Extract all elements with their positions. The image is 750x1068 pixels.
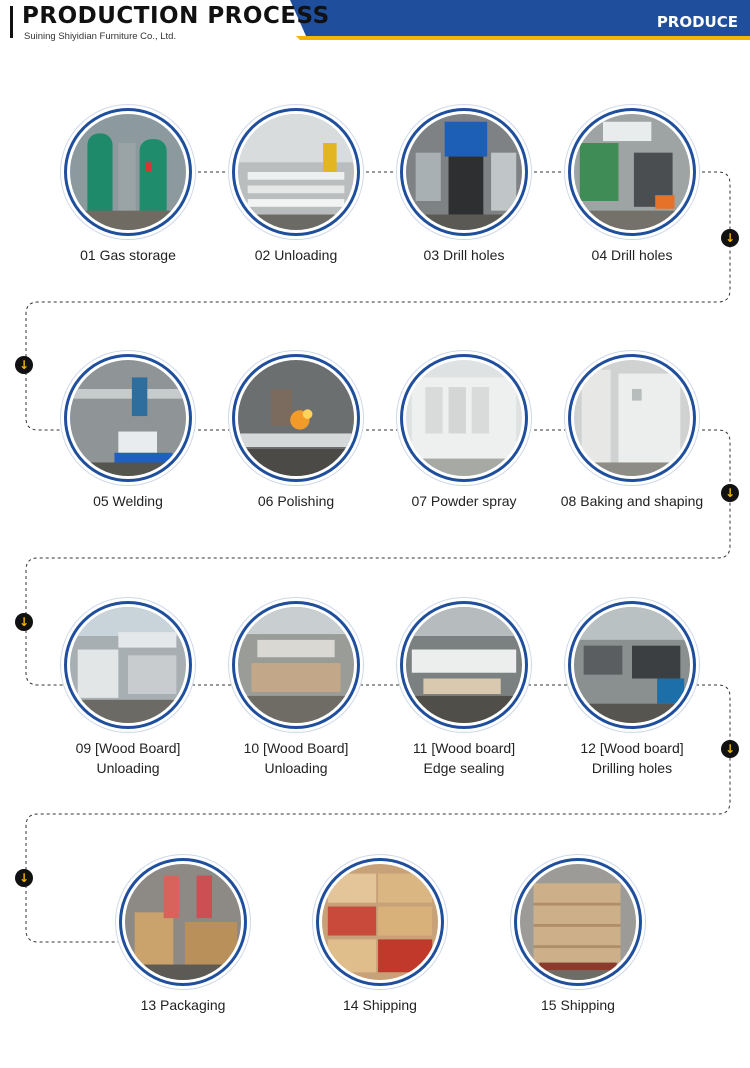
down-arrow-icon: ↓	[721, 484, 739, 502]
step-10-photo	[232, 601, 360, 729]
step-14-label: 14 Shipping	[343, 997, 417, 1013]
step-05-image	[70, 360, 186, 476]
step-01-image	[70, 114, 186, 230]
step-07-caption	[379, 491, 549, 511]
step-15-caption	[493, 995, 663, 1015]
step-14-photo	[316, 858, 444, 986]
step-03-label: 03 Drill holes	[423, 247, 505, 263]
step-08-photo	[568, 354, 696, 482]
step-09-caption	[43, 738, 213, 778]
company-name: Suining Shiyidian Furniture Co., Ltd.	[24, 31, 177, 42]
step-03-photo	[400, 108, 528, 236]
step-14-caption	[295, 995, 465, 1015]
step-07-label: 07 Powder spray	[411, 493, 517, 509]
step-10-sublabel: Unloading	[264, 760, 328, 776]
step-09-sublabel: Unloading	[96, 760, 160, 776]
step-07-image	[406, 360, 522, 476]
step-12-image	[574, 607, 690, 723]
step-15-image	[520, 864, 636, 980]
step-08-caption	[547, 491, 717, 511]
step-08-image	[574, 360, 690, 476]
step-02-label: 02 Unloading	[254, 247, 338, 263]
step-11-photo	[400, 601, 528, 729]
step-06-image	[238, 360, 354, 476]
page-title: PRODUCTION PROCESS	[22, 3, 330, 29]
step-01-caption	[43, 245, 213, 265]
step-12-photo	[568, 601, 696, 729]
step-06-caption	[211, 491, 381, 511]
step-04-label: 04 Drill holes	[591, 247, 673, 263]
step-01-label: 01 Gas storage	[80, 247, 176, 263]
step-04-caption	[547, 245, 717, 265]
down-arrow-icon: ↓	[15, 356, 33, 374]
down-arrow-icon: ↓	[721, 740, 739, 758]
step-06-label: 06 Polishing	[257, 493, 335, 509]
down-arrow-icon: ↓	[15, 869, 33, 887]
step-02-image	[238, 114, 354, 230]
step-13-image	[125, 864, 241, 980]
step-03-image	[406, 114, 522, 230]
step-01-photo	[64, 108, 192, 236]
step-11-label: 11 [Wood board]	[412, 740, 516, 756]
step-03-caption	[379, 245, 549, 265]
step-13-label: 13 Packaging	[140, 997, 226, 1013]
step-11-image	[406, 607, 522, 723]
step-07-photo	[400, 354, 528, 482]
step-11-sublabel: Edge sealing	[423, 760, 505, 776]
step-02-photo	[232, 108, 360, 236]
step-12-caption	[547, 738, 717, 778]
step-04-image	[574, 114, 690, 230]
step-13-caption	[98, 995, 268, 1015]
step-05-photo	[64, 354, 192, 482]
step-13-photo	[119, 858, 247, 986]
step-09-label: 09 [Wood Board]	[75, 740, 181, 756]
step-11-caption	[379, 738, 549, 778]
down-arrow-icon: ↓	[15, 613, 33, 631]
section-label: PRODUCE	[656, 13, 738, 31]
step-02-caption	[211, 245, 381, 265]
step-09-image	[70, 607, 186, 723]
step-14-image	[322, 864, 438, 980]
step-15-label: 15 Shipping	[541, 997, 615, 1013]
step-05-caption	[43, 491, 213, 511]
step-06-photo	[232, 354, 360, 482]
step-10-label: 10 [Wood Board]	[243, 740, 349, 756]
step-12-sublabel: Drilling holes	[591, 760, 673, 776]
step-12-label: 12 [Wood board]	[580, 740, 684, 756]
down-arrow-icon: ↓	[721, 229, 739, 247]
step-15-photo	[514, 858, 642, 986]
step-05-label: 05 Welding	[93, 493, 163, 509]
step-10-image	[238, 607, 354, 723]
step-09-photo	[64, 601, 192, 729]
step-08-label: 08 Baking and shaping	[560, 493, 704, 509]
step-10-caption	[211, 738, 381, 778]
step-04-photo	[568, 108, 696, 236]
